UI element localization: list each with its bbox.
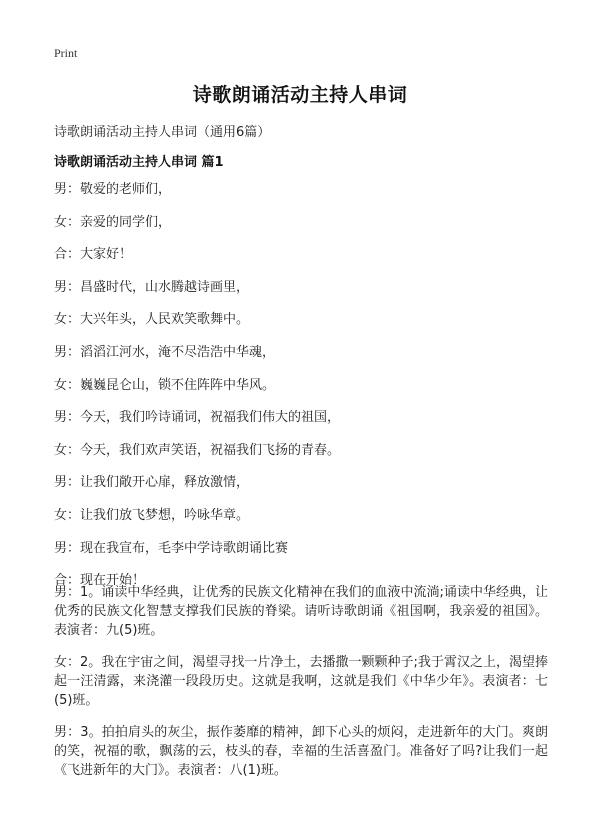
dialogue-line: 男：让我们敞开心扉，释放激情， [54, 475, 250, 491]
section-heading: 诗歌朗诵活动主持人串词 篇1 [54, 155, 224, 170]
program-paragraph: 女：2。我在宇宙之间，渴望寻找一片净土，去播撒一颗颗种子;我于霄汉之上，渴望捧起一汪清露，来浇灌一段段历史。这就是我啊，这就是我们《中华少年》。表演者：七(5)班。 [54, 655, 548, 708]
dialogue-line: 女：今天，我们欢声笑语，祝福我们飞扬的青春。 [54, 442, 341, 458]
program-paragraphs [54, 583, 548, 791]
program-paragraph: 男：1。诵读中华经典，让优秀的民族文化精神在我们的血液中流淌;诵读中华经典，让优秀的民族文化智慧支撑我们民族的脊梁。请听诗歌朗诵《祖国啊，我亲爱的祖国》。表演者：九(5)班。 [54, 585, 548, 638]
dialogue-line: 女：大兴年头，人民欢笑歌舞中。 [54, 312, 250, 328]
dialogue-line: 男：敬爱的老师们， [54, 182, 172, 197]
dialogue-line: 合：现在开始！ [54, 573, 146, 589]
dialogue-line: 男：今天，我们吟诗诵词，祝福我们伟大的祖国， [54, 410, 341, 426]
dialogue-line: 男：现在我宣布，毛李中学诗歌朗诵比赛 [54, 540, 289, 556]
dialogue-line: 合：大家好！ [54, 247, 133, 263]
dialogue-line: 女：亲爱的同学们， [54, 214, 172, 230]
dialogue-line: 女：巍巍昆仑山，锁不住阵阵中华风。 [54, 377, 276, 393]
dialogue-line: 男：滔滔江河水，淹不尽浩浩中华魂， [54, 344, 276, 360]
program-paragraph: 男：3。拍拍肩头的灰尘，振作萎靡的精神，卸下心头的烦闷，走进新年的大门。爽朗的笑，祝福的歌，飘荡的云，枝头的春，幸福的生活喜盈门。准备好了吗?让我们一起《飞进新年的大门》。表演者：八(1)班。 [54, 725, 548, 778]
document-subtitle: 诗歌朗诵活动主持人串词（通用6篇） [54, 125, 271, 140]
dialogue-lines [54, 181, 550, 605]
page-title: 诗歌朗诵活动主持人串词 [192, 84, 408, 106]
dialogue-line: 女：让我们放飞梦想，吟咏华章。 [54, 507, 250, 523]
print-label: Print [54, 46, 78, 60]
dialogue-line: 男：昌盛时代，山水腾越诗画里， [54, 279, 250, 295]
